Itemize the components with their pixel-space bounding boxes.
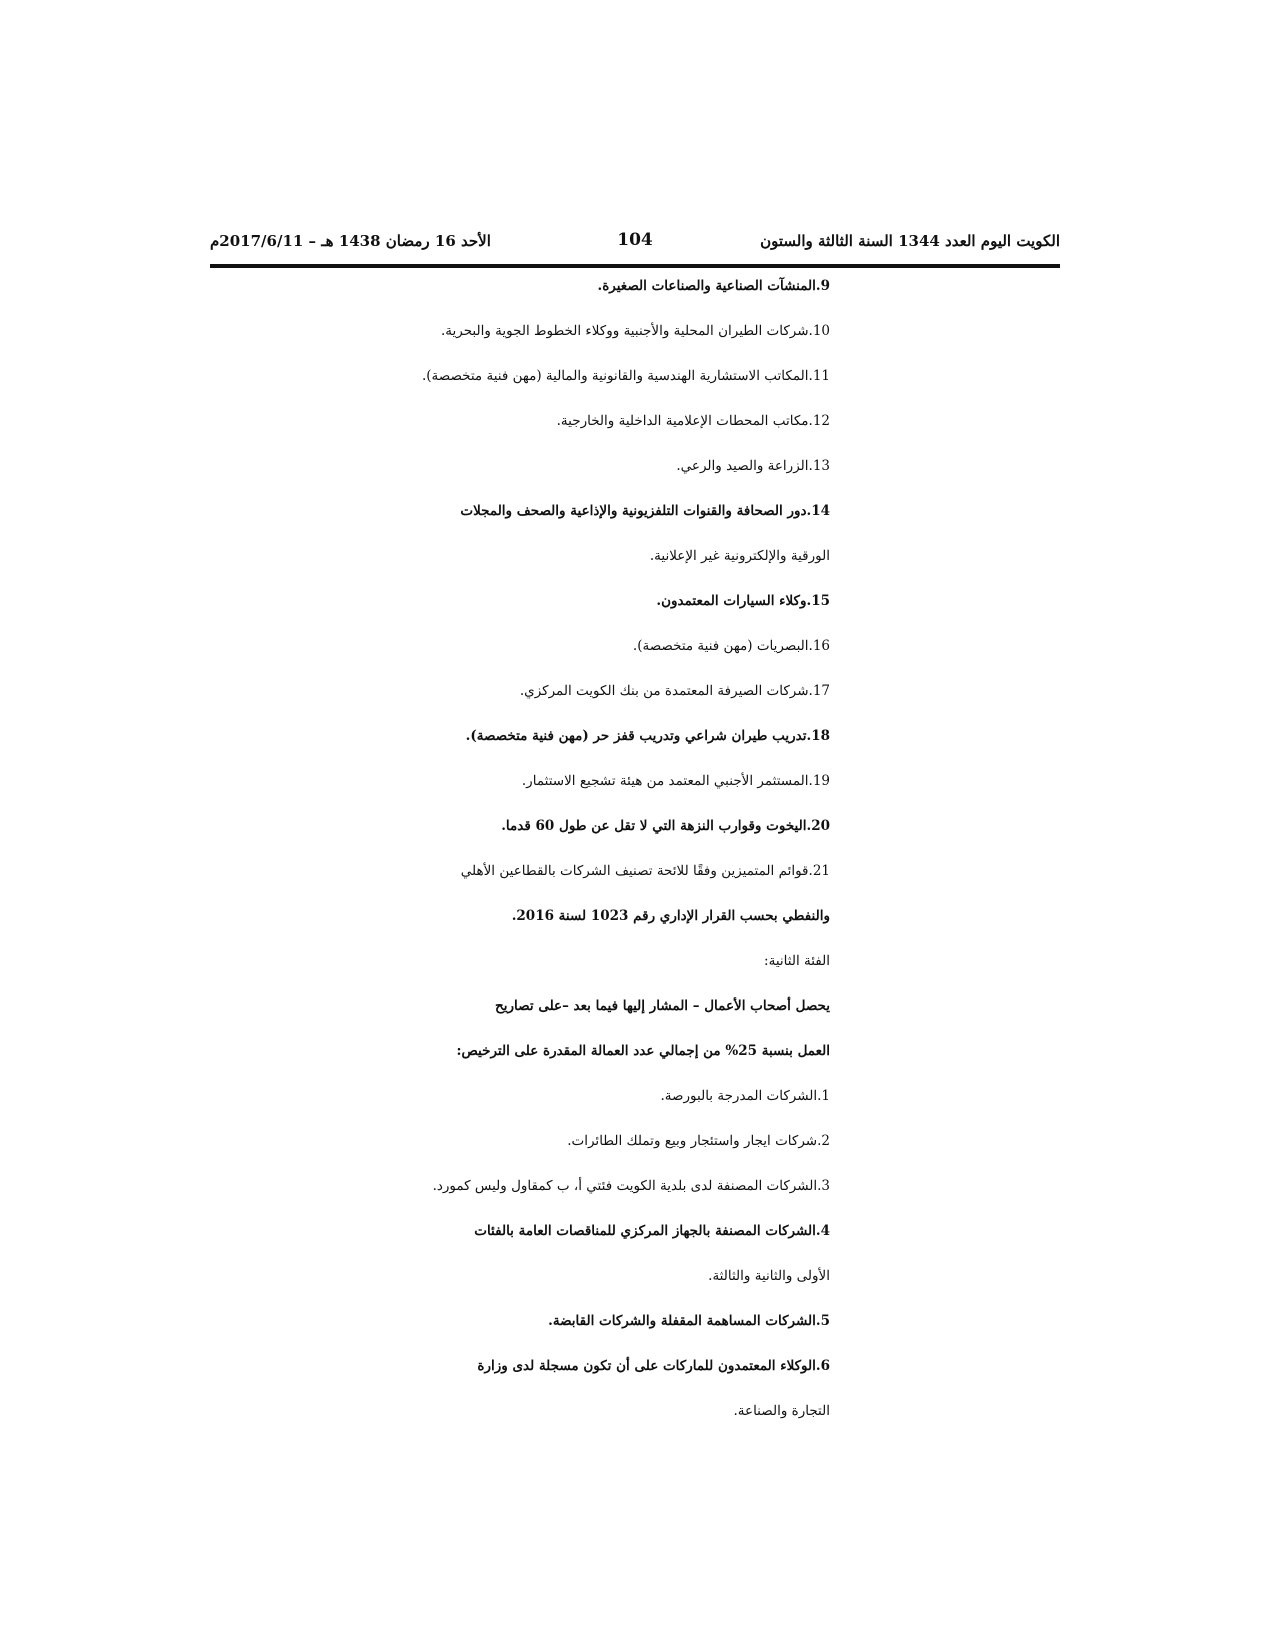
text-line: 15.وكلاء السيارات المعتمدون.	[656, 593, 830, 609]
text-line: 12.مكاتب المحطات الإعلامية الداخلية والخارجية.	[556, 413, 830, 429]
text-line: 3.الشركات المصنفة لدى بلدية الكويت فئتي أ، ب كمقاول وليس كمورد.	[432, 1178, 830, 1194]
text-line: 14.دور الصحافة والقنوات التلفزيونية والإذاعية والصحف والمجلات	[460, 503, 830, 519]
header-rule	[210, 264, 1060, 268]
text-line: 11.المكاتب الاستشارية الهندسية والقانونية والمالية (مهن فنية متخصصة).	[421, 368, 830, 384]
text-line: والنفطي بحسب القرار الإداري رقم 1023 لسنة 2016.	[511, 908, 830, 924]
text-line: 19.المستثمر الأجنبي المعتمد من هيئة تشجيع الاستثمار.	[521, 773, 830, 789]
text-line: 20.اليخوت وقوارب النزهة التي لا تقل عن طول 60 قدما.	[501, 818, 830, 834]
publication-info: الكويت اليوم العدد 1344 السنة الثالثة والستون	[760, 232, 1060, 250]
text-line: 16.البصريات (مهن فنية متخصصة).	[632, 638, 830, 654]
text-line: 18.تدريب طيران شراعي وتدريب قفز حر (مهن فنية متخصصة).	[465, 728, 830, 744]
text-line: يحصل أصحاب الأعمال – المشار إليها فيما بعد –على تصاريح	[495, 998, 830, 1014]
document-body	[420, 275, 830, 1445]
text-line: 13.الزراعة والصيد والرعي.	[676, 458, 830, 474]
text-line: 1.الشركات المدرجة بالبورصة.	[660, 1088, 830, 1104]
text-line: الفئة الثانية:	[764, 953, 830, 969]
page-header	[210, 232, 1060, 262]
text-line: 4.الشركات المصنفة بالجهاز المركزي للمناقصات العامة بالفئات	[474, 1223, 830, 1239]
text-line: التجارة والصناعة.	[733, 1403, 830, 1419]
text-line: الورقية والإلكترونية غير الإعلانية.	[649, 548, 830, 564]
text-line: 2.شركات ايجار واستئجار وبيع وتملك الطائرات.	[567, 1133, 830, 1149]
text-line: 17.شركات الصيرفة المعتمدة من بنك الكويت المركزي.	[519, 683, 830, 699]
text-line: 9.المنشآت الصناعية والصناعات الصغيرة.	[597, 278, 830, 294]
text-line: 10.شركات الطيران المحلية والأجنبية ووكلاء الخطوط الجوية والبحرية.	[440, 323, 830, 339]
text-line: 6.الوكلاء المعتمدون للماركات على أن تكون مسجلة لدى وزارة	[477, 1358, 830, 1374]
text-line: 21.قوائم المتميزين وفقًا للائحة تصنيف الشركات بالقطاعين الأهلي	[460, 863, 830, 879]
page-number: 104	[617, 230, 653, 250]
text-line: الأولى والثانية والثالثة.	[708, 1268, 830, 1284]
text-line: 5.الشركات المساهمة المقفلة والشركات القابضة.	[548, 1313, 830, 1329]
issue-date: الأحد 16 رمضان 1438 هـ – 2017/6/11م	[210, 232, 491, 250]
text-line: العمل بنسبة 25% من إجمالي عدد العمالة المقدرة على الترخيص:	[456, 1043, 830, 1059]
